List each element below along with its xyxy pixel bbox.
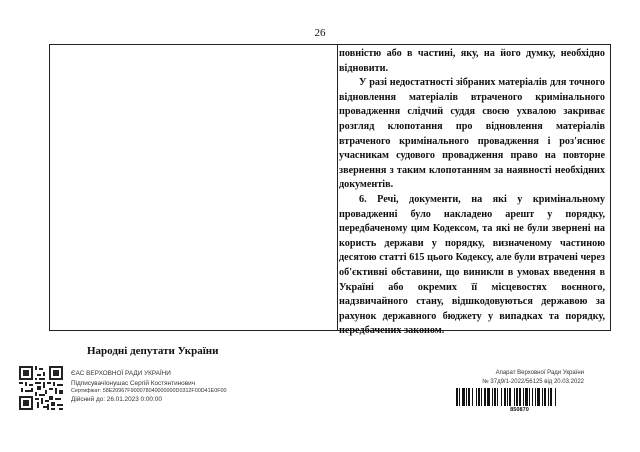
e-signature-block <box>71 369 227 405</box>
content-table <box>49 44 611 337</box>
footer-title: Народні депутати України <box>87 345 219 357</box>
stamp-line-1: Апарат Верховної Ради України <box>495 370 584 376</box>
column-divider <box>337 45 338 330</box>
esign-signer: ПідписувачІонушас Сергій Костянтинович <box>71 379 196 387</box>
esign-valid-until: Дійсний до: 26.01.2023 0:00:00 <box>71 396 162 404</box>
right-column <box>339 47 605 339</box>
esign-system: ЄАС ВЕРХОВНОЇ РАДИ УКРАЇНИ <box>71 370 171 377</box>
barcode-icon <box>456 388 583 406</box>
page-number: 26 <box>314 27 326 39</box>
paragraph-2: У разі недостатності зібраних матеріалів для точного відновлення матеріалів втраченого кримінального провадження слідчий суддя своєю ухвалою закриває розгляд клопотання про відновлення матеріалів втраченого кримінального провадження і роз'яснює учасникам судового провадження право на повторне звернення з таким клопотанням за наявності необхідних документів. <box>339 77 605 191</box>
registration-stamp <box>456 369 584 386</box>
esign-certificate: Сертифікат: 58E20967F900078040000000D0312F00D41E0F00 <box>71 388 227 395</box>
paragraph-1: повністю або в частині, яку, на його думку, необхідно відновити. <box>339 48 605 74</box>
stamp-line-2: № 37д9/1-2022/56125 від 20.03.2022 <box>482 378 584 385</box>
qr-code-icon <box>19 366 63 410</box>
barcode-number: 850870 <box>510 407 529 413</box>
paragraph-3: 6. Речі, документи, на які у кримінальному провадженні було накладено арешт у порядку, передбаченому цим Кодексом, та які не були звернені на користь держави у порядку, визначеному частиною десятою статті 615 цього Кодексу, але були втрачені через об'єктивні обставини, що виникли в умовах введення в Україні або окремих її місцевостях воєнного, надзвичайного стану, відшкодовуються державою за рахунок державного бюджету у випадках та порядку, передбачених законом. <box>339 193 605 337</box>
